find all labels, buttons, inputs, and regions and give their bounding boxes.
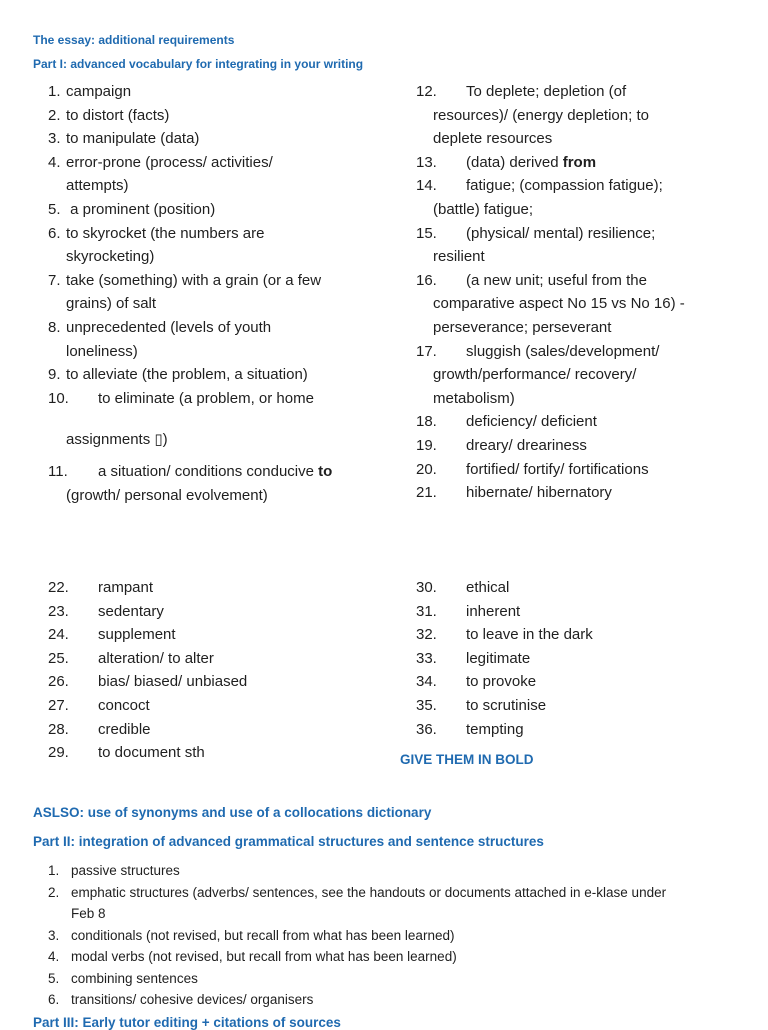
- vocab-item: [48, 694, 378, 718]
- item-text-continued: grains) of salt: [66, 295, 157, 313]
- item-text: legitimate: [466, 649, 531, 667]
- item-number: 17.: [416, 342, 437, 360]
- item-text: concoct: [98, 696, 150, 714]
- vocab-item: [416, 222, 736, 269]
- item-text-continued: attempts): [66, 177, 129, 195]
- item-text: emphatic structures (adverbs/ sentences, see the handouts or documents attached in e-klase under: [71, 884, 667, 900]
- item-number: 2.: [48, 884, 60, 900]
- item-number: 2.: [48, 106, 61, 124]
- item-number: 10.: [48, 389, 69, 407]
- grammar-item: [48, 968, 748, 990]
- item-text: to alleviate (the problem, a situation): [66, 366, 308, 384]
- item-number: 12.: [416, 83, 437, 100]
- vocab-item: [48, 387, 378, 452]
- item-number: 36.: [416, 720, 437, 738]
- part-3-heading: Part III: Early tutor editing + citations of sources: [33, 1015, 341, 1030]
- grammar-item: [48, 925, 748, 947]
- vocab-item: [416, 623, 736, 647]
- item-text: to distort (facts): [66, 106, 170, 124]
- item-text: to provoke: [466, 673, 537, 691]
- item-number: 1.: [48, 83, 61, 100]
- vocab-list-col4: [416, 576, 736, 741]
- item-number: 27.: [48, 696, 69, 714]
- item-number: 14.: [416, 177, 437, 195]
- item-text: combining sentences: [71, 970, 198, 986]
- item-text: transitions/ cohesive devices/ organisers: [71, 992, 314, 1007]
- vocab-item: [416, 151, 736, 175]
- vocab-item: [48, 647, 378, 671]
- item-text-continued: perseverance; perseverant: [433, 318, 612, 336]
- item-text: To deplete; depletion (of: [466, 83, 627, 100]
- item-text: passive structures: [71, 863, 180, 878]
- item-text: tempting: [466, 720, 524, 738]
- vocab-item: [48, 741, 378, 765]
- item-text: alteration/ to alter: [98, 649, 214, 667]
- item-number: 5.: [48, 970, 60, 986]
- document-title: The essay: additional requirements: [33, 33, 235, 47]
- item-number: 25.: [48, 649, 69, 667]
- item-text: take (something) with a grain (or a few: [66, 271, 322, 289]
- item-number: 29.: [48, 744, 69, 762]
- item-text-continued: comparative aspect No 15 vs No 16) -: [433, 295, 685, 313]
- item-text: campaign: [66, 83, 132, 100]
- item-text: supplement: [98, 626, 176, 644]
- item-text: bias/ biased/ unbiased: [98, 673, 248, 691]
- item-text: credible: [98, 720, 151, 738]
- item-number: 22.: [48, 579, 69, 596]
- item-number: 31.: [416, 602, 437, 620]
- item-text: (a new unit; useful from the: [466, 271, 647, 289]
- item-text-continued: deplete resources: [433, 130, 553, 148]
- item-number: 21.: [416, 484, 437, 502]
- item-text: a prominent (position): [66, 200, 216, 218]
- vocab-item: [48, 576, 378, 600]
- item-number: 8.: [48, 318, 61, 336]
- item-text-continued: (battle) fatigue;: [433, 200, 534, 218]
- vocab-item: [416, 694, 736, 718]
- item-number: 18.: [416, 413, 437, 431]
- item-text: to document sth: [98, 744, 205, 762]
- item-number: 5.: [48, 200, 61, 218]
- item-text-continued: resources)/ (energy depletion; to: [433, 106, 649, 124]
- item-number: 9.: [48, 366, 61, 384]
- vocab-item: [416, 340, 736, 411]
- give-bold-note: GIVE THEM IN BOLD: [400, 752, 534, 767]
- item-text-continued: (growth/ personal evolvement): [66, 486, 268, 504]
- vocab-item: [48, 269, 378, 316]
- vocab-item: [416, 576, 736, 600]
- grammar-item: [48, 882, 748, 925]
- item-text: ethical: [466, 579, 510, 596]
- item-number: 4.: [48, 949, 60, 964]
- item-text: inherent: [466, 602, 521, 620]
- item-number: 6.: [48, 224, 61, 242]
- item-number: 20.: [416, 460, 437, 478]
- item-text: unprecedented (levels of youth: [66, 318, 272, 336]
- item-number: 33.: [416, 649, 437, 667]
- item-number: 24.: [48, 626, 69, 644]
- item-text: (data) derived: [466, 153, 563, 171]
- vocab-item: [48, 198, 378, 222]
- vocab-list-col1: [48, 80, 378, 507]
- vocab-item: [416, 647, 736, 671]
- part-2-heading: Part II: integration of advanced grammatical structures and sentence structures: [33, 834, 544, 849]
- item-text: sedentary: [98, 602, 164, 620]
- item-text-bold: from: [562, 153, 597, 171]
- item-text-continued: metabolism): [433, 389, 515, 407]
- item-text: dreary/ dreariness: [466, 436, 587, 454]
- item-number: 26.: [48, 673, 69, 691]
- item-text-bold: to: [318, 462, 333, 480]
- vocab-item: [48, 670, 378, 694]
- item-text-continued: resilient: [433, 248, 485, 266]
- vocab-item: [48, 600, 378, 624]
- vocab-item: [416, 718, 736, 742]
- vocab-item: [48, 80, 378, 104]
- item-number: 34.: [416, 673, 437, 691]
- item-text-continued: skyrocketing): [66, 248, 155, 266]
- item-text: error-prone (process/ activities/: [66, 153, 273, 171]
- item-number: 32.: [416, 626, 437, 644]
- grammar-item: [48, 860, 748, 882]
- vocab-item: [416, 458, 736, 482]
- item-text: conditionals (not revised, but recall from what has been learned): [71, 927, 455, 943]
- vocab-item: [48, 104, 378, 128]
- item-text: fortified/ fortify/ fortifications: [466, 460, 649, 478]
- item-number: 35.: [416, 696, 437, 714]
- item-text: deficiency/ deficient: [466, 413, 597, 431]
- item-number: 3.: [48, 927, 60, 943]
- vocab-item: [416, 174, 736, 221]
- item-text: to skyrocket (the numbers are: [66, 224, 265, 242]
- item-text: rampant: [98, 579, 154, 596]
- vocab-item: [48, 222, 378, 269]
- grammar-item: [48, 946, 748, 968]
- vocab-item: [48, 718, 378, 742]
- item-text: hibernate/ hibernatory: [466, 484, 612, 502]
- item-number: 19.: [416, 436, 437, 454]
- item-text-continued: growth/performance/ recovery/: [433, 366, 637, 384]
- item-number: 15.: [416, 224, 437, 242]
- part-1-heading: Part I: advanced vocabulary for integrating in your writing: [33, 57, 364, 71]
- also-heading: ASLSO: use of synonyms and use of a collocations dictionary: [33, 805, 432, 820]
- vocab-item: [48, 460, 378, 507]
- item-text: sluggish (sales/development/: [466, 342, 660, 360]
- item-number: 4.: [48, 153, 61, 171]
- vocab-item: [48, 316, 378, 363]
- vocab-item: [48, 151, 378, 198]
- item-number: 30.: [416, 579, 437, 596]
- grammar-item: [48, 989, 748, 1011]
- vocab-item: [48, 363, 378, 387]
- item-text-continued: loneliness): [66, 342, 138, 360]
- item-number: 28.: [48, 720, 69, 738]
- item-text: fatigue; (compassion fatigue);: [466, 177, 663, 195]
- item-number: 11.: [48, 462, 68, 480]
- grammar-list: [48, 860, 748, 1011]
- item-number: 6.: [48, 992, 60, 1007]
- vocab-item: [416, 434, 736, 458]
- item-number: 13.: [416, 153, 437, 171]
- item-number: 7.: [48, 271, 61, 289]
- item-text: to eliminate (a problem, or home: [98, 389, 314, 407]
- item-text: to manipulate (data): [66, 130, 200, 148]
- item-text: modal verbs (not revised, but recall from what has been learned): [71, 949, 457, 964]
- item-text: (physical/ mental) resilience;: [466, 224, 656, 242]
- item-text-continued: assignments ▯): [66, 431, 168, 449]
- item-number: 3.: [48, 130, 61, 148]
- vocab-item: [416, 600, 736, 624]
- vocab-item: [416, 80, 736, 151]
- item-text: to leave in the dark: [466, 626, 593, 644]
- item-number: 23.: [48, 602, 69, 620]
- vocab-item: [416, 269, 736, 340]
- item-number: 16.: [416, 271, 437, 289]
- vocab-list-col3: [48, 576, 378, 765]
- vocab-item: [416, 481, 736, 505]
- item-number: 1.: [48, 863, 60, 878]
- vocab-item: [416, 670, 736, 694]
- item-text-continued: Feb 8: [71, 906, 106, 921]
- vocab-list-col2: [416, 80, 736, 505]
- vocab-item: [48, 127, 378, 151]
- item-text: a situation/ conditions conducive: [98, 462, 319, 480]
- item-text: to scrutinise: [466, 696, 547, 714]
- vocab-item: [416, 410, 736, 434]
- vocab-item: [48, 623, 378, 647]
